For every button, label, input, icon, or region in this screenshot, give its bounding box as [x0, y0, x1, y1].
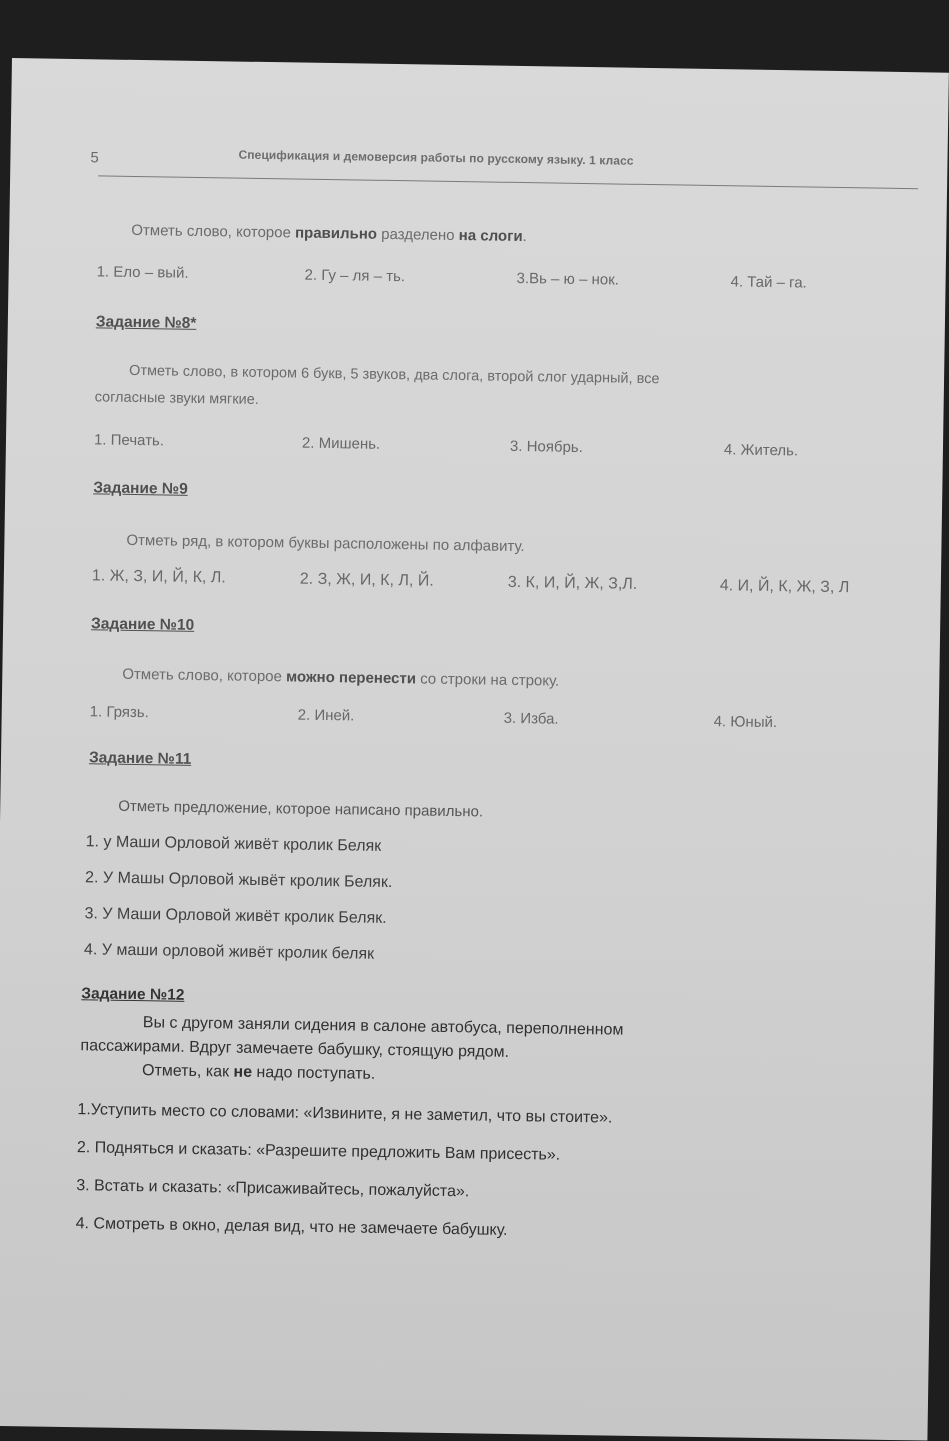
document-page — [0, 58, 949, 1441]
task12-question-line2: пассажирами. Вдруг замечаете бабушку, стоящую рядом. — [80, 1037, 510, 1061]
task8-option-2: 2. Мишень. — [301, 434, 381, 453]
task8-option-1: 1. Печать. — [93, 431, 165, 450]
task10-option-1: 1. Грязь. — [89, 703, 149, 722]
task8-option-4: 4. Житель. — [723, 441, 799, 460]
task10-question: Отметь слово, которое можно перенести со строки на строку. — [122, 665, 560, 690]
task9-question: Отметь ряд, в котором буквы расположены по алфавиту. — [126, 531, 525, 556]
task10-option-2: 2. Иней. — [297, 706, 355, 725]
task9-heading: Задание №9 — [93, 479, 188, 498]
task11-option-3: 3. У Маши Орловой живёт кролик Беляк. — [84, 905, 387, 927]
page-header-title: Спецификация и демоверсия работы по русскому языку. 1 класс — [238, 147, 634, 168]
task9-option-2: 2. З, Ж, И, К, Л, Й. — [299, 570, 434, 590]
task8-option-3: 3. Ноябрь. — [509, 437, 583, 457]
task12-option-2: 2. Подняться и сказать: «Разрешите предложить Вам присесть». — [76, 1139, 561, 1164]
task9-option-1: 1. Ж, З, И, Й, К, Л. — [91, 567, 226, 587]
task10-option-4: 4. Юный. — [713, 713, 778, 732]
task12-question-line3: Отметь, как не надо поступать. — [141, 1062, 376, 1083]
task9-option-3: 3. К, И, Й, Ж, З,Л. — [507, 573, 638, 593]
task7-option-4: 4. Тай – га. — [730, 273, 807, 292]
task12-heading: Задание №12 — [81, 985, 185, 1004]
task12-option-1: 1.Уступить место со словами: «Извините, я не заметил, что вы стоите». — [77, 1101, 613, 1127]
task10-option-3: 3. Изба. — [503, 709, 559, 728]
task7-option-3: 3.Вь – ю – нок. — [516, 269, 620, 289]
task11-option-1: 1. у Маши Орловой живёт кролик Беляк — [85, 833, 382, 855]
task11-option-4: 4. У маши орловой живёт кролик беляк — [83, 941, 375, 963]
task7-option-2: 2. Гу – ля – ть. — [304, 266, 406, 286]
page-number: 5 — [90, 149, 99, 167]
header-divider — [98, 175, 918, 189]
task8-question-line1: Отметь слово, в котором 6 букв, 5 звуков, два слога, второй слог ударный, все — [128, 362, 660, 388]
task11-question: Отметь предложение, которое написано правильно. — [118, 797, 484, 821]
task8-heading: Задание №8* — [95, 313, 197, 332]
task8-question-line2: согласные звуки мягкие. — [94, 389, 259, 408]
task12-option-3: 3. Встать и сказать: «Присаживайтесь, пожалуйста». — [76, 1177, 470, 1201]
task12-option-4: 4. Смотреть в окно, делая вид, что не замечаете бабушку. — [75, 1215, 508, 1239]
task12-question-line1: Вы с другом заняли сидения в салоне автобуса, переполненном — [142, 1014, 624, 1039]
task11-option-2: 2. У Машы Орловой жывёт кролик Беляк. — [84, 869, 393, 892]
task7-question: Отметь слово, которое правильно разделено на слоги. — [131, 221, 527, 246]
task11-heading: Задание №11 — [88, 749, 192, 768]
task9-option-4: 4. И, Й, К, Ж, З, Л — [719, 577, 850, 597]
task7-option-1: 1. Ело – вый. — [96, 263, 189, 282]
task10-heading: Задание №10 — [90, 615, 195, 634]
